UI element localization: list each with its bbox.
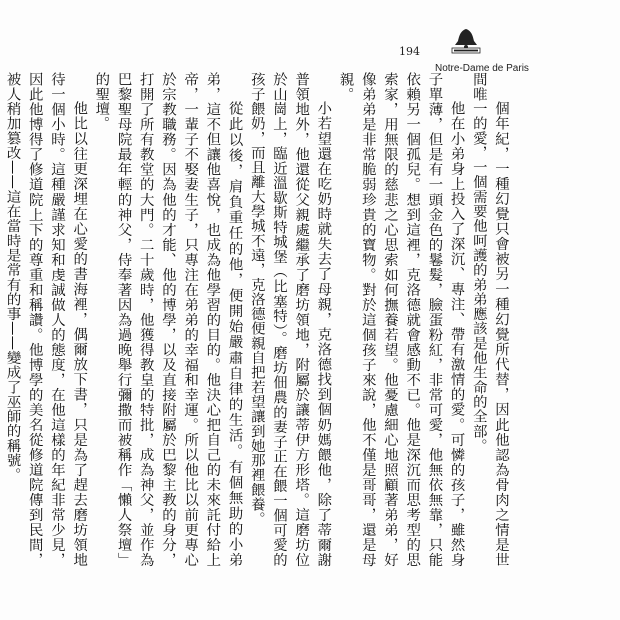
running-header <box>0 14 620 74</box>
book-title: Notre-Dame de Paris <box>435 63 529 74</box>
paragraph: 他在小弟身上投入了深沉、專注、帶有激情的愛。可憐的孩子，雖然身子單薄，但是有一頭金色的鬈髮，臉蛋粉紅，非常可愛，他無依無靠，只能依賴另一個孤兒。想到這裡，克洛德就會感動不已。他是深沉而思考型的思索家，用無限的慈悲之心思索如何撫養若望。他憂慮細心地照顧著弟弟，好像弟弟是非常脆弱珍貴的寶物。對於這個孩子來說，他不僅是哥哥，還是母親。 <box>337 72 465 567</box>
paragraph: 他比以往更深埋在心愛的書海裡，偶爾放下書，只是為了趕去磨坊領地待一個小時。這種嚴謹求知和虔誠做人的態度，在他這樣的年紀非常少見，因此他博得了修道院上下的尊重和稱讚。他博學的美名從修道院傳到民間，被人稍加篡改——這在當時是常有的事——變成了巫師的稱號。 <box>4 72 88 567</box>
vertical-text <box>4 72 512 567</box>
page-number: 194 <box>399 45 420 58</box>
paragraph <box>0 72 1 567</box>
paragraph: 個年紀，一種幻覺只會被另一種幻覺所代替，因此他認為骨肉之情是世間唯一的愛，一個需要他呵護的弟弟應該是他生命的全部。 <box>470 72 509 567</box>
main-text-block <box>4 72 512 567</box>
bell-logo-icon <box>448 28 484 54</box>
paragraph: 從此以後，肩負重任的他，便開始嚴肅自律的生活。有個無助的小弟弟，這不但讓他喜悅，也成為他學習的目的。他決心把自己的未來託付給上帝，一輩子不娶妻生子，只專注在弟弟的幸福和幸運。所以他比以前更專心於宗教職務。因為他的才能、他的博學，以及直接附屬於巴黎主教的身分，打開了所有教堂的大門。二十歲時，他獲得教皇的特批，成為神父，並作為巴黎聖母院最年輕的神父，侍奉著因為過晚舉行彌撒而被稱作「懶人祭壇」的聖壇。 <box>93 72 243 567</box>
paragraph: 小若望還在吃奶時就失去了母親，克洛德找到個奶媽餵他，除了蒂爾謝普領地外，他還從父親處繼承了磨坊領地，附屬於讓蒂伊方形塔。這磨坊位於山崗上，臨近溫歇斯特城堡（比塞特）。磨坊佃農的妻子正在餵一個可愛的孩子餵奶，而且離大學城不遠，克洛德便親自把若望讓到她那裡餵養。 <box>248 72 332 567</box>
